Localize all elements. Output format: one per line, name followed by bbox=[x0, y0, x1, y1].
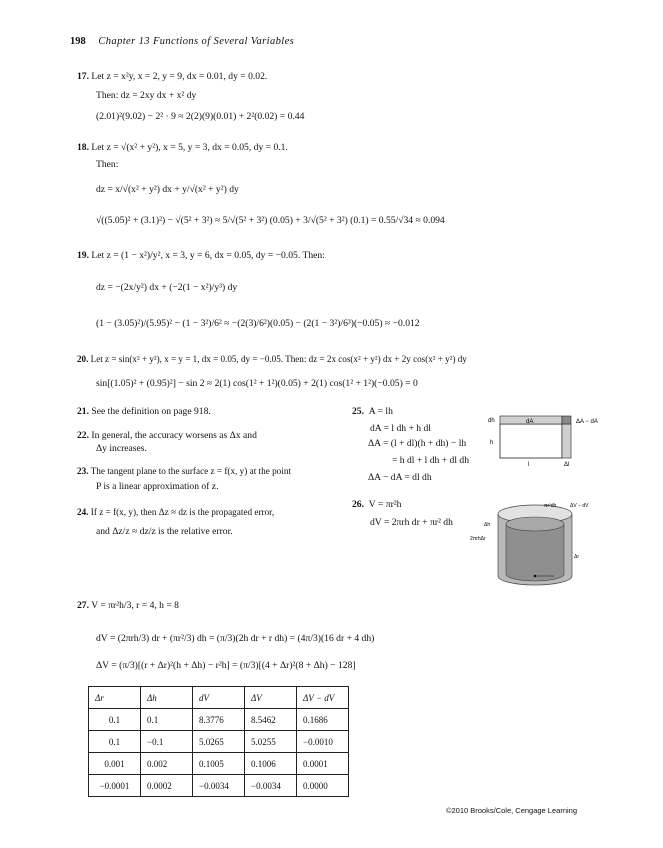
table-cell: −0.0010 bbox=[297, 731, 349, 753]
table-cell: 0.0002 bbox=[141, 775, 193, 797]
problem-25-line2: dA = l dh + h dl bbox=[370, 423, 431, 434]
problem-22-line1: 22. In general, the accuracy worsens as Δx and bbox=[77, 430, 257, 441]
data-table bbox=[88, 686, 349, 797]
problem-27-line3: ΔV = (π/3)[(r + Δr)²(h + Δh) − r²h] = (π/3)[(4 + Δr)²(8 + Δh) − 128] bbox=[96, 660, 356, 671]
column-header: ΔV bbox=[245, 687, 297, 709]
fig26-label-top: πr²dh bbox=[544, 503, 557, 509]
problem-19-line2: dz = −(2x/y²) dx + (−2(1 − x²)/y³) dy bbox=[96, 282, 238, 293]
problem-19-line3: (1 − (3.05)²)/(5.95)² − (1 − 3²)/6² ≈ −(2(3)/6²)(0.05) − (2(1 − 3²)/6³)(−0.05) ≈ −0.012 bbox=[96, 318, 420, 329]
problem-24-line2: and Δz/z ≈ dz/z is the relative error. bbox=[96, 526, 233, 537]
problem-18-line4: √((5.05)² + (3.1)²) − √(5² + 3²) ≈ 5/√(5² + 3²) (0.05) + 3/√(5² + 3²) (0.1) = 0.55/√34 ≈ 0.094 bbox=[96, 215, 445, 226]
table-cell: 0.1 bbox=[89, 731, 141, 753]
page-number: 198 bbox=[70, 36, 86, 47]
table-cell: 0.1 bbox=[89, 709, 141, 731]
column-header: ΔV − dV bbox=[297, 687, 349, 709]
table-cell: 8.5462 bbox=[245, 709, 297, 731]
fig26-label-dr: Δr bbox=[574, 554, 580, 560]
problem-26-line1: 26. V = πr²h bbox=[352, 499, 402, 510]
table-header-row bbox=[89, 687, 349, 709]
fig26-label-left: 2πrhΔr bbox=[470, 536, 486, 542]
problem-21: 21. See the definition on page 918. bbox=[77, 406, 211, 417]
table-cell: −0.1 bbox=[141, 731, 193, 753]
problem-24-line1: 24. If z = f(x, y), then Δz ≈ dz is the propagated error, bbox=[77, 507, 275, 517]
table-row bbox=[89, 709, 349, 731]
problem-19-line1: 19. Let z = (1 − x²)/y², x = 3, y = 6, dx = 0.05, dy = −0.05. Then: bbox=[77, 250, 325, 261]
column-header: Δh bbox=[141, 687, 193, 709]
column-header: dV bbox=[193, 687, 245, 709]
fig26-label-dh: Δh bbox=[484, 522, 491, 528]
table-row bbox=[89, 775, 349, 797]
table-cell: −0.0034 bbox=[193, 775, 245, 797]
table-cell: −0.0034 bbox=[245, 775, 297, 797]
problem-22-line2: Δy increases. bbox=[96, 443, 147, 454]
fig26-label-topright: ΔV − dV bbox=[570, 503, 589, 509]
table-row bbox=[89, 731, 349, 753]
problem-20-line1: 20. Let z = sin(x² + y²), x = y = 1, dx = 0.05, dy = −0.05. Then: dz = 2x cos(x² + y²) dx + 2y cos(x² + y²) dy bbox=[77, 354, 467, 364]
problem-25-line3: ΔA = (l + dl)(h + dh) − lh bbox=[368, 438, 467, 449]
table-cell: 5.0255 bbox=[245, 731, 297, 753]
problem-18-line3: dz = x/√(x² + y²) dx + y/√(x² + y²) dy bbox=[96, 184, 239, 195]
column-header: Δr bbox=[89, 687, 141, 709]
problem-18-line2: Then: bbox=[96, 159, 119, 170]
problem-17-line2: Then: dz = 2xy dx + x² dy bbox=[96, 90, 197, 101]
table-cell: 0.1006 bbox=[245, 753, 297, 775]
problem-23-line1: 23. The tangent plane to the surface z = f(x, y) at the point bbox=[77, 466, 291, 476]
table-cell: 5.0265 bbox=[193, 731, 245, 753]
problem-25-line5: ΔA − dA = dl dh bbox=[368, 472, 432, 483]
cylinder-volume-figure bbox=[470, 500, 600, 592]
fig25-label-h: h bbox=[490, 440, 494, 446]
table-cell: 0.1005 bbox=[193, 753, 245, 775]
table-row bbox=[89, 753, 349, 775]
problem-27-line2: dV = (2πrh/3) dr + (πr²/3) dh = (π/3)(2h dr + r dh) = (4π/3)(16 dr + 4 dh) bbox=[96, 633, 375, 644]
table-cell: 0.0001 bbox=[297, 753, 349, 775]
rectangle-area-figure bbox=[488, 414, 600, 470]
table-cell: −0.0001 bbox=[89, 775, 141, 797]
problem-20-line2: sin[(1.05)² + (0.95)²] − sin 2 ≈ 2(1) cos(1² + 1²)(0.05) + 2(1) cos(1² + 1²)(−0.05) = 0 bbox=[96, 378, 418, 389]
problem-26-line2: dV = 2πrh dr + πr² dh bbox=[370, 517, 453, 528]
fig25-label-dA-right: ΔA − dA bbox=[576, 419, 598, 425]
problem-18-line1: 18. Let z = √(x² + y²), x = 5, y = 3, dx = 0.05, dy = 0.1. bbox=[77, 142, 288, 153]
problem-17-line3: (2.01)²(9.02) − 2² · 9 ≈ 2(2)(9)(0.01) + 2²(0.02) = 0.44 bbox=[96, 111, 305, 122]
problem-27-line1: 27. V = πr²h/3, r = 4, h = 8 bbox=[77, 600, 179, 611]
fig25-label-dA: dA bbox=[526, 419, 534, 425]
table-cell: 0.002 bbox=[141, 753, 193, 775]
problem-17-line1: 17. Let z = x²y, x = 2, y = 9, dx = 0.01, dy = 0.02. bbox=[77, 71, 268, 82]
fig25-label-dh: dh bbox=[488, 418, 495, 424]
page-header bbox=[70, 36, 294, 47]
copyright-footer: ©2010 Brooks/Cole, Cengage Learning bbox=[445, 806, 577, 815]
problem-25-line1: 25. A = lh bbox=[352, 406, 393, 417]
chapter-title: Chapter 13 Functions of Several Variables bbox=[98, 36, 295, 47]
table-cell: 8.3776 bbox=[193, 709, 245, 731]
problem-23-line2: P is a linear approximation of z. bbox=[96, 481, 219, 492]
table-cell: 0.001 bbox=[89, 753, 141, 775]
fig25-label-dl: Δl bbox=[564, 462, 570, 468]
fig25-label-l: l bbox=[528, 462, 530, 468]
table-cell: 0.0000 bbox=[297, 775, 349, 797]
problem-25-line4: = h dl + l dh + dl dh bbox=[392, 455, 469, 466]
table-cell: 0.1 bbox=[141, 709, 193, 731]
table-cell: 0.1686 bbox=[297, 709, 349, 731]
